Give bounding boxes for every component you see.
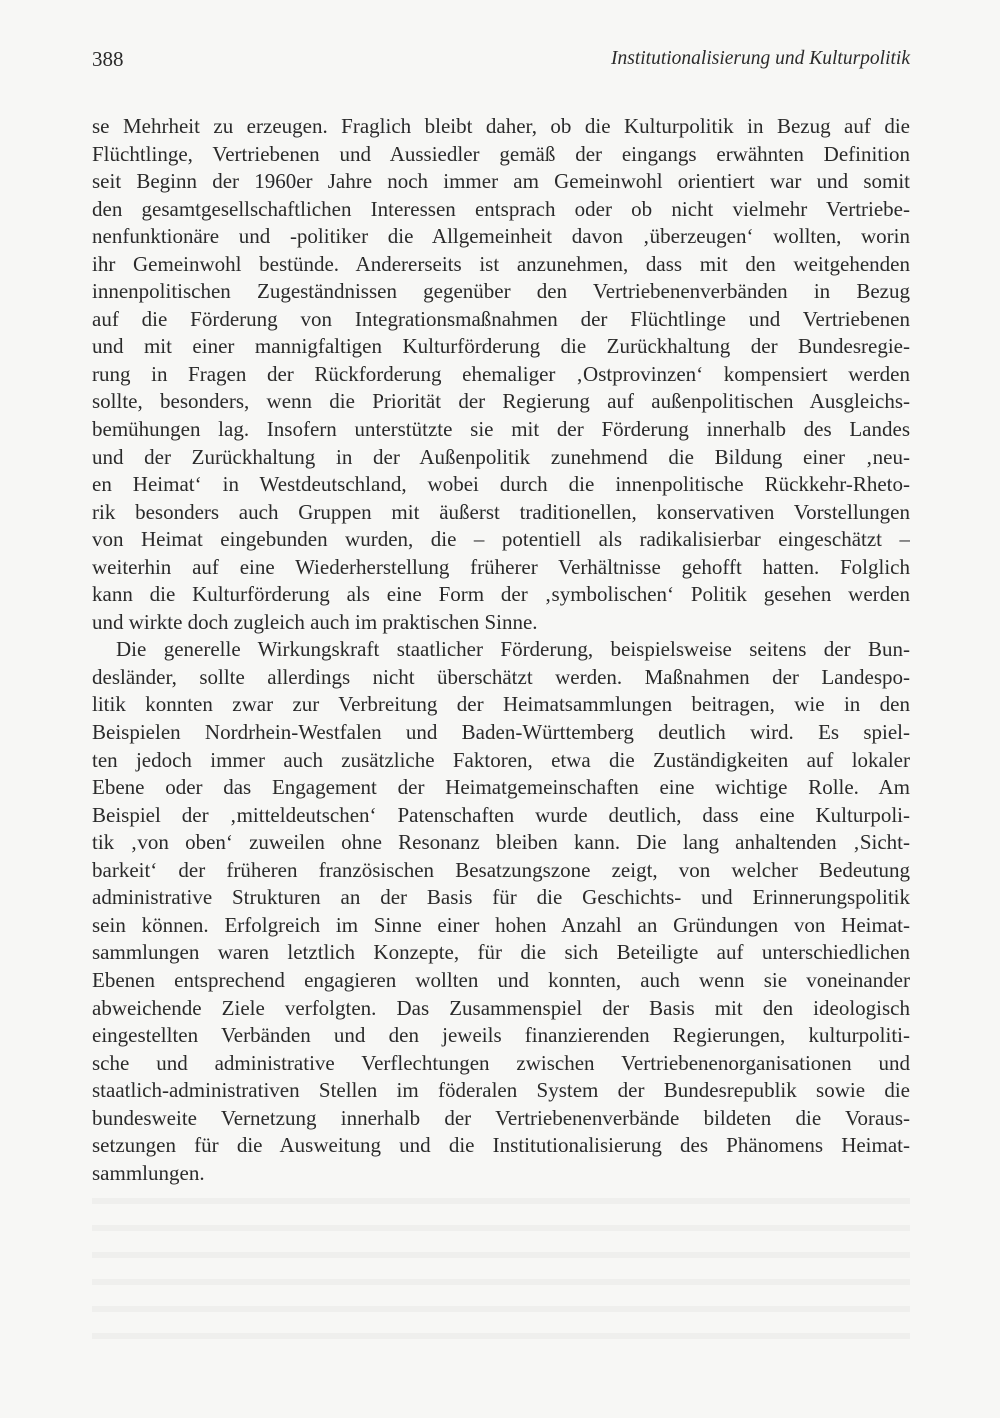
text-line: und wirkte doch zugleich auch im praktischen Sinne. bbox=[92, 609, 538, 634]
text-line: administrative Strukturen an der Basis für die Geschichts- und Erinnerungspolitik bbox=[92, 885, 910, 910]
text-line: bundesweite Vernetzung innerhalb der Vertriebenenverbände bildeten die Voraus- bbox=[92, 1105, 910, 1130]
text-line: Flüchtlinge, Vertriebenen und Aussiedler gemäß der eingangs erwähnten Definition bbox=[92, 141, 910, 166]
text-line: rung in Fragen der Rückforderung ehemaliger ‚Ostprovinzen‘ kompensiert werden bbox=[92, 361, 910, 386]
text-line: abweichende Ziele verfolgten. Das Zusammenspiel der Basis mit den ideologisch bbox=[92, 995, 910, 1020]
paragraph-2 bbox=[92, 636, 910, 1187]
text-line: Beispiel der ‚mitteldeutschen‘ Patenschaften wurde deutlich, dass eine Kulturpoli- bbox=[92, 802, 910, 827]
text-line: litik konnten zwar zur Verbreitung der Heimatsammlungen beitragen, wie in den bbox=[92, 692, 910, 717]
text-line: setzungen für die Ausweitung und die Institutionalisierung des Phänomens Heimat- bbox=[92, 1133, 910, 1158]
paragraph-1 bbox=[92, 113, 910, 636]
text-line: sein können. Erfolgreich im Sinne einer hohen Anzahl an Gründungen von Heimat- bbox=[92, 912, 910, 937]
page-header bbox=[92, 44, 910, 78]
text-line: weiterhin auf eine Wiederherstellung früherer Verhältnisse gehofft hatten. Folglich bbox=[92, 554, 910, 579]
text-line: sammlungen waren letztlich Konzepte, für die sich Beteiligte auf unterschiedlichen bbox=[92, 940, 910, 965]
text-line: von Heimat eingebunden wurden, die – potentiell als radikalisierbar eingeschätzt – bbox=[92, 527, 910, 552]
text-line: ten jedoch immer auch zusätzliche Faktoren, etwa die Zuständigkeiten auf lokaler bbox=[92, 747, 910, 772]
text-line: kann die Kulturförderung als eine Form der ‚symbolischen‘ Politik gesehen werden bbox=[92, 582, 910, 607]
text-line: se Mehrheit zu erzeugen. Fraglich bleibt daher, ob die Kulturpolitik in Bezug auf die bbox=[92, 114, 910, 138]
text-line: nenfunktionäre und -politiker die Allgemeinheit davon ‚überzeugen‘ wollten, worin bbox=[92, 224, 910, 249]
show-through-shadow bbox=[92, 1188, 910, 1348]
text-line: und mit einer mannigfaltigen Kulturförderung die Zurückhaltung der Bundesregie- bbox=[92, 334, 910, 359]
text-line: und der Zurückhaltung in der Außenpolitik zunehmend die Bildung einer ‚neu- bbox=[92, 444, 910, 469]
text-line: sche und administrative Verflechtungen zwischen Vertriebenenorganisationen und bbox=[92, 1050, 910, 1075]
text-line: tik ‚von oben‘ zuweilen ohne Resonanz bleiben kann. Die lang anhaltenden ‚Sicht- bbox=[92, 830, 910, 855]
text-line: ihr Gemeinwohl bestünde. Andererseits ist anzunehmen, dass mit den weitgehenden bbox=[92, 251, 910, 276]
text-line: eingestellten Verbänden und den jeweils finanzierenden Regierungen, kulturpoliti- bbox=[92, 1023, 910, 1048]
text-line: Ebenen entsprechend engagieren wollten und konnten, auch wenn sie voneinander bbox=[92, 967, 910, 992]
text-line: desländer, sollte allerdings nicht überschätzt werden. Maßnahmen der Landespo- bbox=[92, 664, 910, 689]
text-line: Ebene oder das Engagement der Heimatgemeinschaften eine wichtige Rolle. Am bbox=[92, 775, 910, 800]
text-line: bemühungen lag. Insofern unterstützte sie mit der Förderung innerhalb des Landes bbox=[92, 417, 910, 442]
running-title: Institutionalisierung und Kulturpolitik bbox=[610, 48, 910, 69]
text-line: sammlungen. bbox=[92, 1160, 205, 1185]
text-line: innenpolitischen Zugeständnissen gegenüber den Vertriebenenverbänden in Bezug bbox=[92, 279, 910, 304]
text-line: auf die Förderung von Integrationsmaßnahmen der Flüchtlinge und Vertriebenen bbox=[92, 306, 910, 331]
text-line: Beispielen Nordrhein-Westfalen und Baden-Württemberg deutlich wird. Es spiel- bbox=[92, 720, 910, 745]
text-line: barkeit‘ der früheren französischen Besatzungszone zeigt, von welcher Bedeutung bbox=[92, 857, 910, 882]
text-line: Die generelle Wirkungskraft staatlicher Förderung, beispielsweise seitens der Bun- bbox=[116, 637, 910, 662]
text-line: sollte, besonders, wenn die Priorität der Regierung auf außenpolitischen Ausgleichs- bbox=[92, 389, 910, 414]
text-line: en Heimat‘ in Westdeutschland, wobei durch die innenpolitische Rückkehr-Rheto- bbox=[92, 472, 910, 497]
page-number: 388 bbox=[92, 47, 124, 71]
body-text bbox=[92, 113, 910, 1187]
text-line: den gesamtgesellschaftlichen Interessen entsprach oder ob nicht vielmehr Vertriebe- bbox=[92, 196, 910, 221]
text-line: staatlich-administrativen Stellen im föderalen System der Bundesrepublik sowie die bbox=[92, 1078, 910, 1103]
text-line: rik besonders auch Gruppen mit äußerst traditionellen, konservativen Vorstellungen bbox=[92, 499, 910, 524]
text-line: seit Beginn der 1960er Jahre noch immer am Gemeinwohl orientiert war und somit bbox=[92, 169, 910, 194]
